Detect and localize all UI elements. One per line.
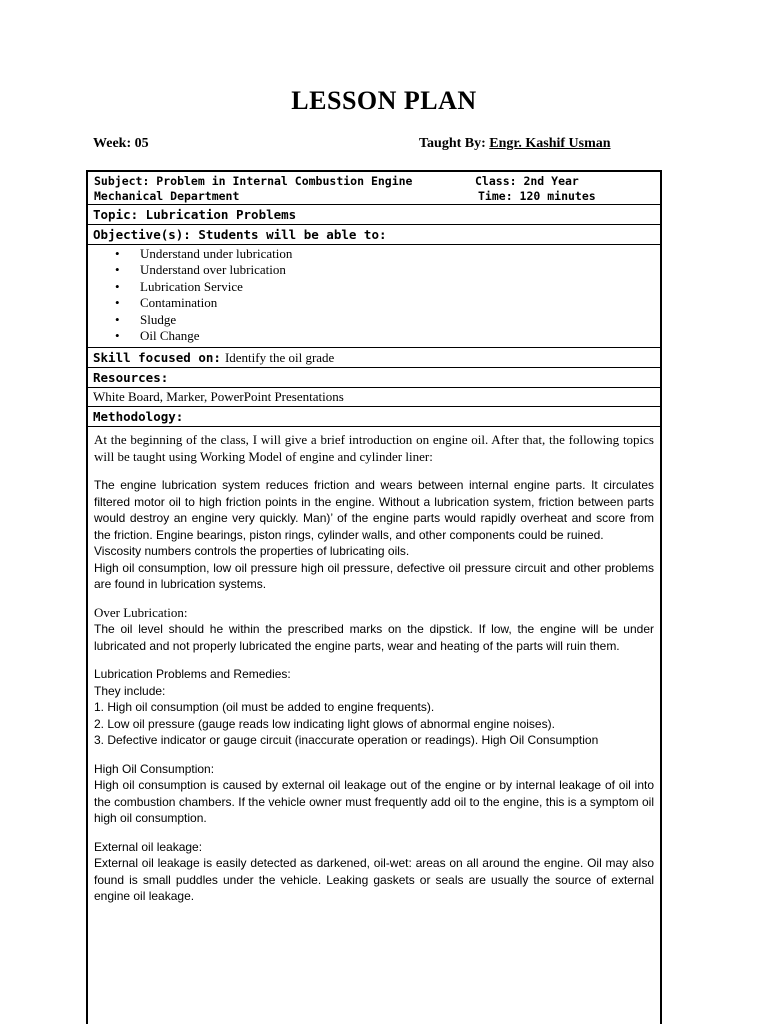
viscosity-paragraph: Viscosity numbers controls the properties of lubricating oils.	[94, 544, 410, 558]
methodology-intro: At the beginning of the class, I will give a brief introduction on engine oil. After that, the following topics will be taught using Working Model of engine and cylinder liner:	[94, 432, 654, 464]
list-item: 3. Defective indicator or gauge circuit (inaccurate operation or readings). High Oil Consumption	[94, 733, 599, 747]
objectives-row	[88, 245, 660, 348]
resources-value: White Board, Marker, PowerPoint Presentations	[88, 388, 660, 407]
methodology-label: Methodology:	[88, 407, 660, 427]
department-text: Mechanical Department	[94, 189, 240, 203]
over-lubrication-heading: Over Lubrication:	[94, 604, 188, 620]
list-item: • Understand over lubrication	[140, 262, 660, 278]
external-leakage-heading: External oil leakage:	[94, 839, 203, 854]
external-leakage-text: External oil leakage is easily detected as darkened, oil-wet: areas on all around the engine. Oil may also found is small puddles under the vehicle. Leaking gaskets or seals are usually the source of external engine oil leakage.	[94, 856, 654, 903]
list-item: • Lubrication Service	[140, 279, 660, 295]
skill-row	[88, 348, 660, 368]
time-text: Time: 120 minutes	[478, 189, 596, 203]
resources-label: Resources:	[88, 368, 660, 388]
list-item: • Contamination	[140, 295, 660, 311]
course-header-row	[88, 172, 660, 205]
week-info	[93, 136, 149, 152]
lesson-table	[86, 170, 662, 1024]
objectives-list	[88, 245, 660, 347]
week-label: Week:	[93, 136, 132, 151]
problems-paragraph: High oil consumption, low oil pressure high oil pressure, defective oil pressure circuit and other problems are found in lubrication systems.	[94, 560, 654, 591]
list-item: • Sludge	[140, 312, 660, 328]
list-item: 2. Low oil pressure (gauge reads low indicating light glows of abnormal engine noises).	[94, 716, 555, 731]
topic-row: Topic: Lubrication Problems	[88, 205, 660, 225]
list-item: • Oil Change	[140, 328, 660, 344]
page-title: LESSON PLAN	[291, 86, 477, 115]
week-value: 05	[134, 136, 149, 151]
teacher-name: Engr. Kashif Usman	[489, 136, 611, 151]
remedies-intro: They include:	[94, 683, 166, 698]
taught-by-label: Taught By:	[419, 136, 486, 151]
lubrication-system-paragraph: The engine lubrication system reduces friction and wears between internal engine parts. It circulates filtered motor oil to high friction points in the engine. Without a lubrication system, friction between parts would destroy an engine very quickly. Man)’ of the engine parts would rapidly overheat and score from the friction. Engine bearings, piston rings, cylinder walls, and other components could be ruined.	[94, 478, 654, 542]
class-text: Class: 2nd Year	[475, 174, 579, 188]
skill-value: Identify the oil grade	[224, 350, 335, 365]
list-item: 1. High oil consumption (oil must be added to engine frequents).	[94, 700, 435, 714]
methodology-content	[88, 427, 660, 905]
list-item: • Understand under lubrication	[140, 246, 660, 262]
subject-text: Subject: Problem in Internal Combustion Engine	[94, 174, 413, 188]
taught-by-info	[419, 136, 611, 152]
skill-label: Skill focused on:	[93, 350, 221, 365]
high-oil-consumption-heading: High Oil Consumption:	[94, 761, 215, 776]
over-lubrication-text: The oil level should he within the prescribed marks on the dipstick. If low, the engine will be under lubricated and not properly lubricated the engine parts, wear and heating of the parts will ruin them.	[94, 622, 654, 653]
objectives-label: Objective(s): Students will be able to:	[88, 225, 660, 245]
high-oil-consumption-text: High oil consumption is caused by external oil leakage out of the engine or by internal leakage of oil into the combustion chambers. If the vehicle owner must frequently add oil to the engine, this is a symptom oil high oil consumption.	[94, 778, 654, 825]
remedies-heading: Lubrication Problems and Remedies:	[94, 667, 291, 681]
